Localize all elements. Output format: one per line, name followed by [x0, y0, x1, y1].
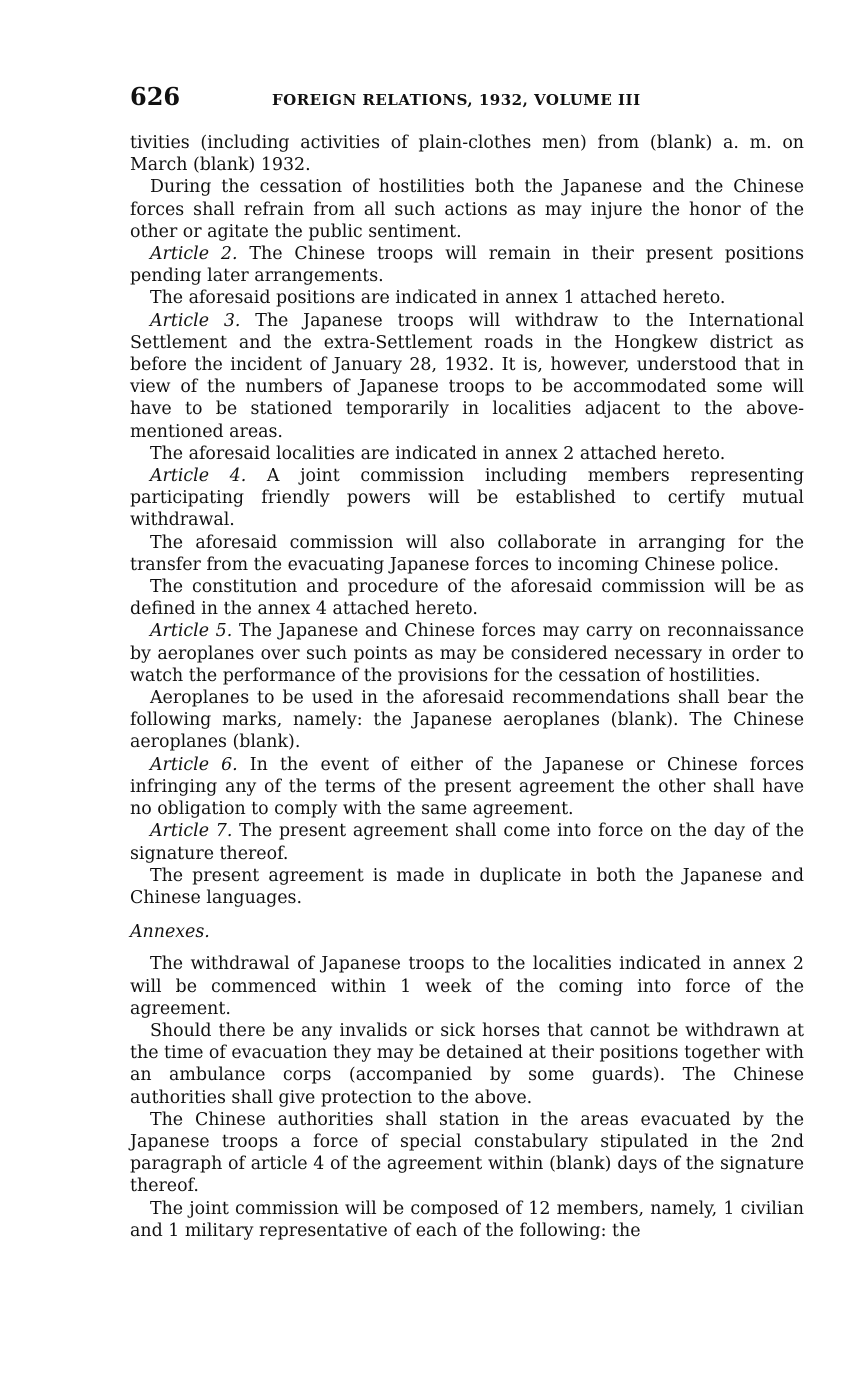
paragraph-article-6: Article 6. In the event of either of the Japanese or Chinese forces infringing any of the terms of the present agreement the other shall have no obligation to comply with the same agreement.: [130, 754, 805, 820]
paragraph-article-3: Article 3. The Japanese troops will withdraw to the International Settlement and the extra-Settlement roads in the Hongkew district as before the incident of January 28, 1932. It is, however, understood that in view of the numbers of Japanese troops to be accommodated some will have to be stationed temporarily in localities adjacent to the above-mentioned areas.: [130, 310, 804, 442]
paragraph-article-2: Article 2. The Chinese troops will remain in their present positions pending later arrangements.: [130, 244, 805, 287]
paragraph: tivities (including activities of plain-clothes men) from (blank) a. m. on March (blank) 1932.: [130, 133, 804, 176]
annex-paragraph: The joint commission will be composed of 12 members, namely, 1 civilian and 1 military representative of each of the following: the: [130, 1198, 804, 1241]
annex-paragraph: The withdrawal of Japanese troops to the localities indicated in annex 2 will be commenced within 1 week of the coming into force of the agreement.: [130, 954, 804, 1019]
article-label: Article 6.: [150, 754, 238, 775]
annex-paragraph: Should there be any invalids or sick horses that cannot be withdrawn at the time of evacuation they may be detained at their positions together with an ambulance corps (accompanied by some guards). The Chinese authorities shall give protection to the above.: [130, 1020, 804, 1108]
paragraph: The present agreement is made in duplicate in both the Japanese and Chinese languages.: [130, 865, 804, 908]
article-label: Article 2.: [150, 244, 238, 265]
document-page: [130, 82, 804, 1242]
annexes-heading: Annexes.: [130, 922, 210, 943]
body-text: [130, 132, 804, 1242]
article-label: Article 7.: [150, 821, 233, 842]
paragraph-article-5: Article 5. The Japanese and Chinese forces may carry on reconnaissance by aeroplanes over such points as may be considered necessary in order to watch the performance of the provisions for the cessation of hostilities.: [130, 621, 805, 686]
article-label: Article 5.: [150, 621, 233, 642]
annex-paragraph: The Chinese authorities shall station in the areas evacuated by the Japanese troops a force of special constabulary stipulated in the 2nd paragraph of article 4 of the agreement within (blank) days of the signature thereof.: [130, 1109, 804, 1197]
page-header: [130, 82, 804, 116]
page-number: 626: [130, 82, 181, 111]
paragraph: The aforesaid commission will also collaborate in arranging for the transfer from the evacuating Japanese forces to incoming Chinese police.: [130, 532, 804, 575]
article-label: Article 4.: [150, 466, 247, 487]
running-title: FOREIGN RELATIONS, 1932, VOLUME III: [272, 91, 641, 109]
paragraph: During the cessation of hostilities both the Japanese and the Chinese forces shall refrain from all such actions as may injure the honor of the other or agitate the public sentiment.: [130, 177, 804, 242]
paragraph-article-4: Article 4. A joint commission including members representing participating friendly powers will be established to certify mutual withdrawal.: [130, 466, 805, 531]
paragraph: Aeroplanes to be used in the aforesaid recommendations shall bear the following marks, namely: the Japanese aeroplanes (blank). The Chinese aeroplanes (blank).: [130, 688, 804, 753]
paragraph: The aforesaid localities are indicated in annex 2 attached hereto.: [150, 443, 726, 464]
paragraph-article-7: Article 7. The present agreement shall come into force on the day of the signature thereof.: [130, 821, 804, 864]
article-label: Article 3.: [150, 310, 241, 331]
paragraph: The constitution and procedure of the aforesaid commission will be as defined in the annex 4 attached hereto.: [130, 577, 804, 620]
paragraph: The aforesaid positions are indicated in annex 1 attached hereto.: [150, 288, 726, 309]
